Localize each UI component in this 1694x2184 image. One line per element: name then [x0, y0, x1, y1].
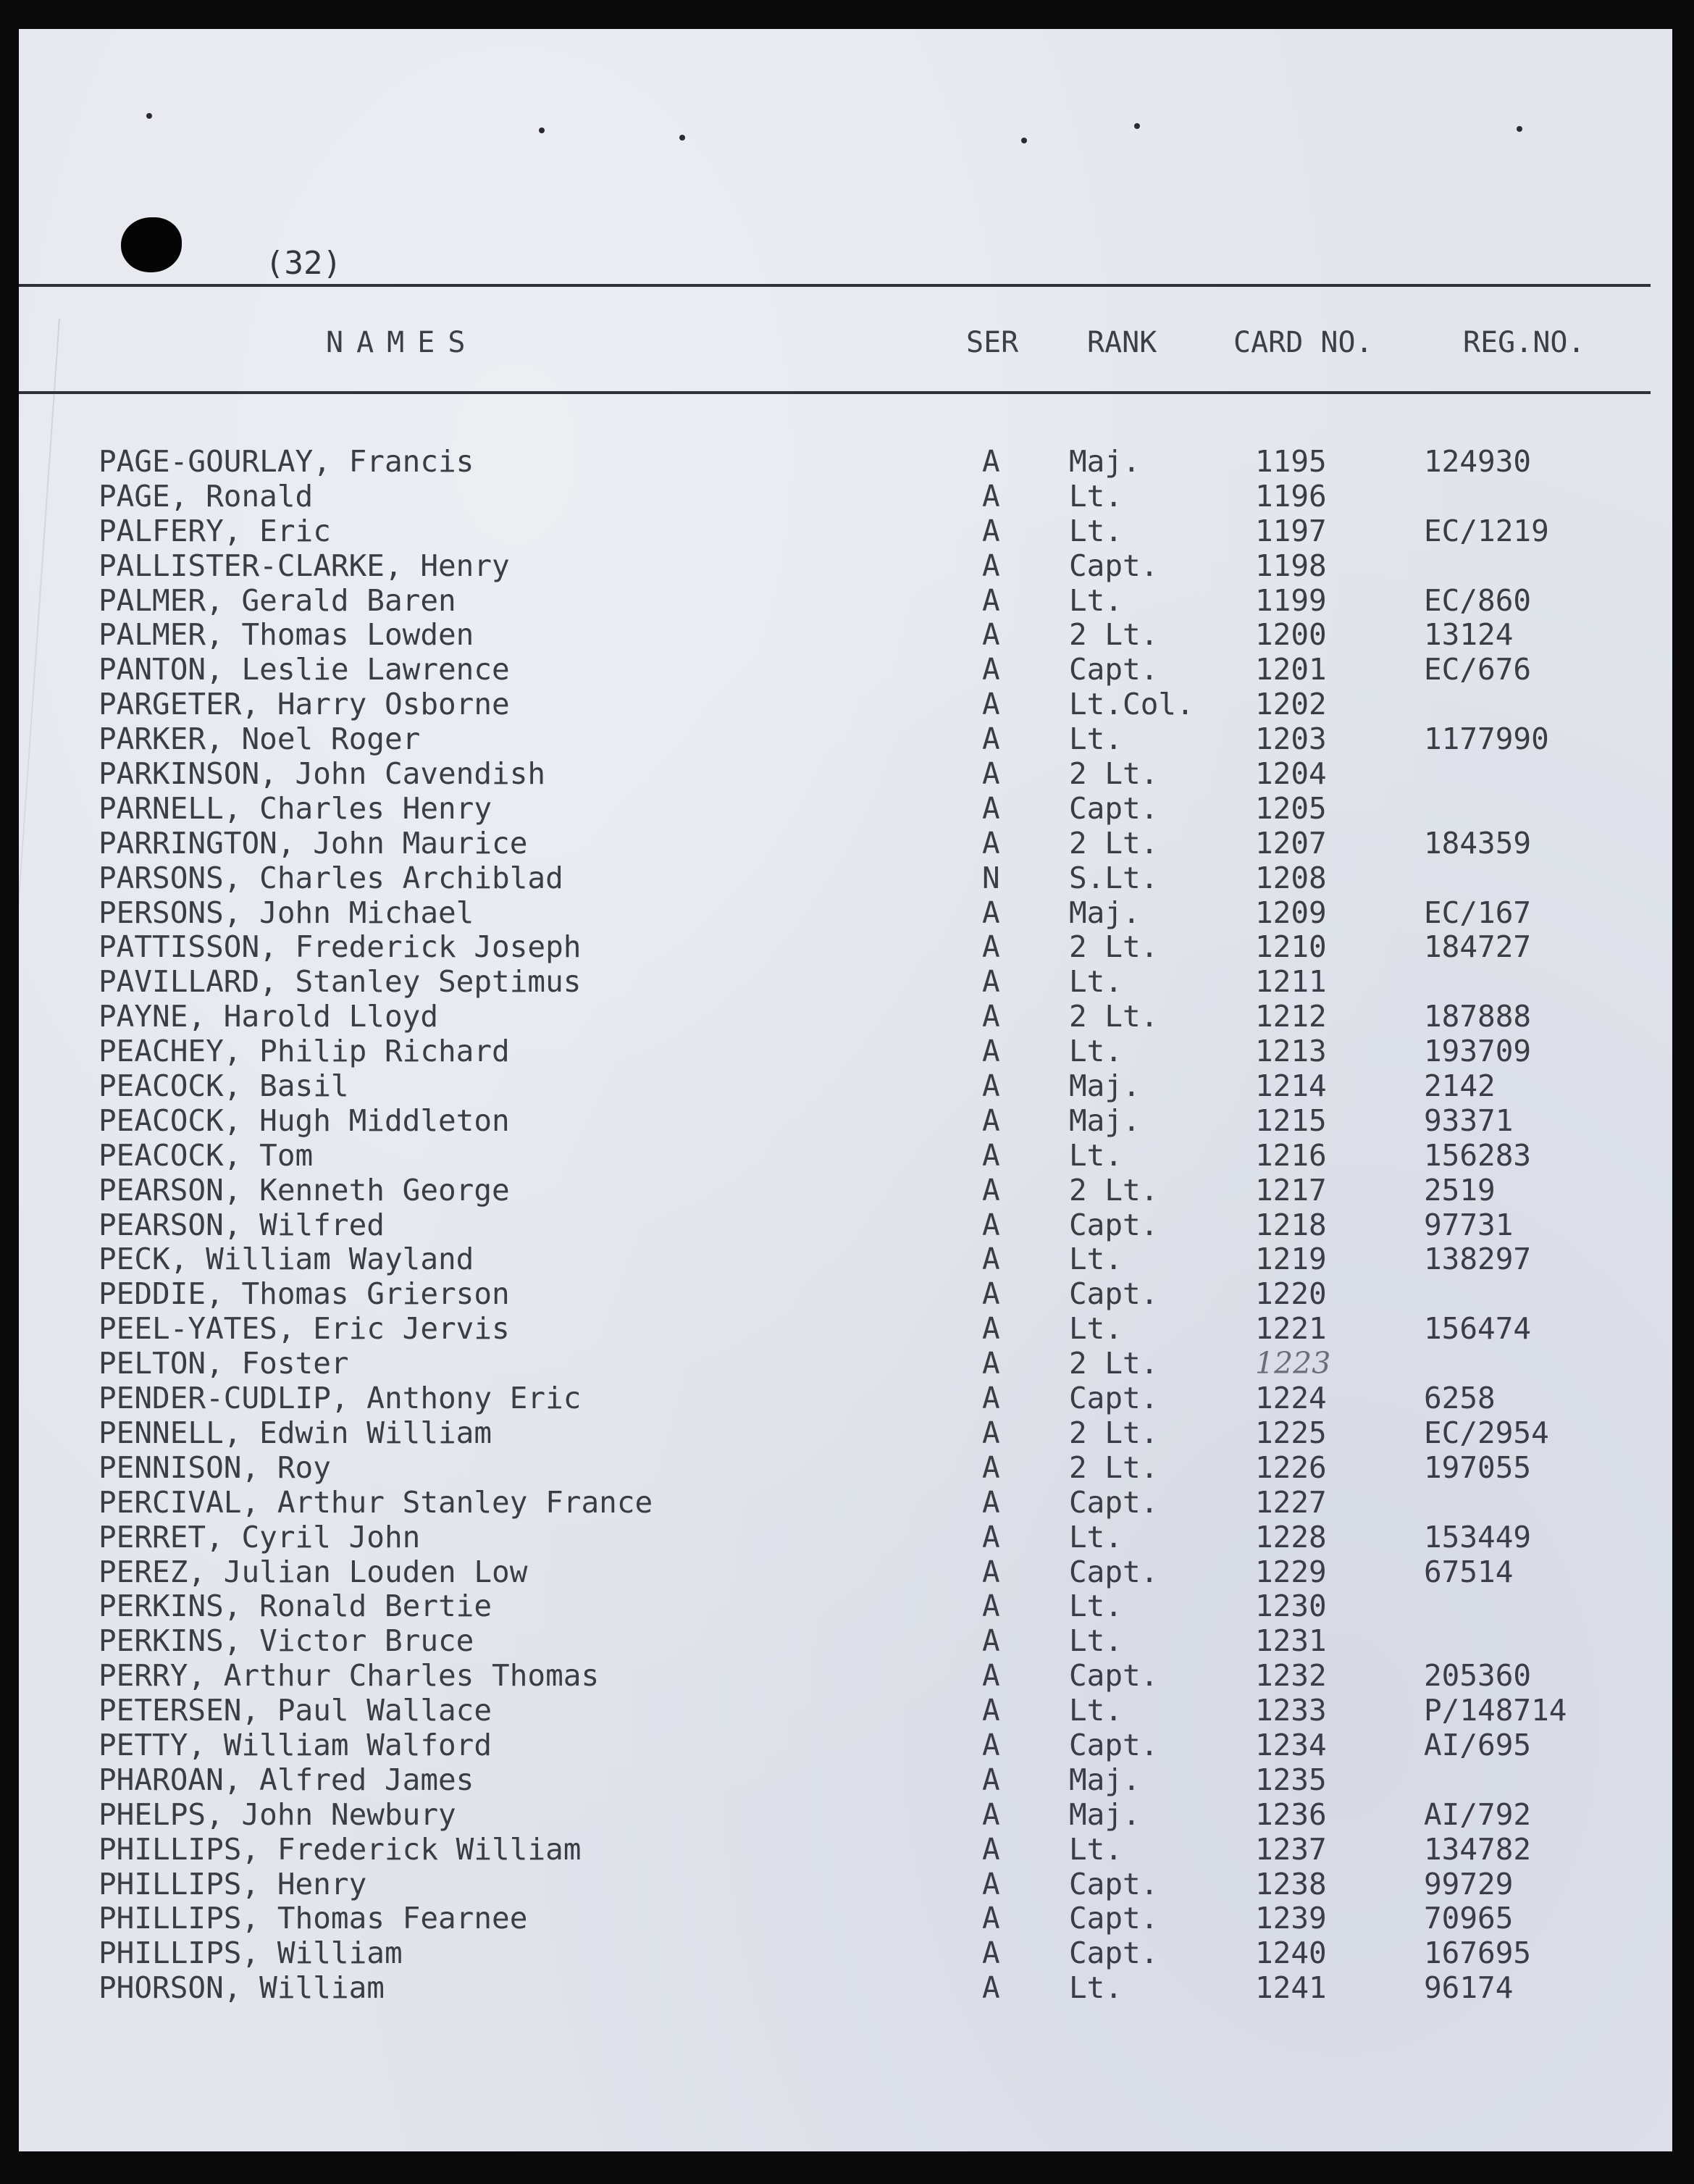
entry-rank: Capt.	[1069, 652, 1159, 687]
entry-service: A	[982, 999, 1000, 1034]
entry-service: A	[982, 1727, 1000, 1762]
entry-rank: 2 Lt.	[1069, 1415, 1159, 1450]
list-item	[19, 1659, 1672, 1694]
entry-name: PELTON, Foster	[98, 1346, 349, 1381]
list-item	[19, 1000, 1672, 1034]
list-item	[19, 722, 1672, 757]
entry-service: A	[982, 756, 1000, 792]
entry-card-no: 1203	[1255, 721, 1327, 757]
entry-name: PERCIVAL, Arthur Stanley France	[98, 1484, 653, 1520]
entry-rank: 2 Lt.	[1069, 1172, 1159, 1208]
entry-reg-no: 70965	[1424, 1901, 1514, 1936]
entry-name: PHELPS, John Newbury	[98, 1796, 456, 1832]
entry-reg-no: AI/792	[1424, 1796, 1532, 1832]
entry-card-no: 1202	[1255, 687, 1327, 722]
entry-service: A	[982, 1762, 1000, 1797]
entry-rank: S.Lt.	[1069, 860, 1159, 895]
entry-card-no: 1200	[1255, 617, 1327, 653]
entry-card-no: 1221	[1255, 1311, 1327, 1347]
entry-reg-no: 187888	[1424, 999, 1532, 1034]
entry-service: A	[982, 1381, 1000, 1416]
entry-service: A	[982, 721, 1000, 757]
entry-reg-no: 2142	[1424, 1068, 1496, 1104]
header-card-no: CARD NO.	[1233, 326, 1373, 359]
entry-rank: 2 Lt.	[1069, 929, 1159, 965]
entry-card-no: 1205	[1255, 790, 1327, 826]
entry-reg-no: 124930	[1424, 444, 1532, 479]
entry-name: PEACOCK, Basil	[98, 1068, 349, 1104]
entry-service: A	[982, 895, 1000, 930]
entry-card-no: 1196	[1255, 478, 1327, 514]
entry-rank: Lt.	[1069, 478, 1123, 514]
entry-service: A	[982, 1346, 1000, 1381]
entry-service: A	[982, 1554, 1000, 1589]
list-item	[19, 1381, 1672, 1416]
entry-rank: Lt.	[1069, 1137, 1123, 1173]
entry-card-no: 1241	[1255, 1970, 1327, 2006]
entry-card-no: 1207	[1255, 825, 1327, 861]
entry-reg-no: 97731	[1424, 1207, 1514, 1242]
list-item	[19, 1901, 1672, 1936]
entry-service: A	[982, 548, 1000, 583]
entry-rank: Lt.	[1069, 1242, 1123, 1277]
list-item	[19, 653, 1672, 687]
entry-service: A	[982, 790, 1000, 826]
entry-card-no: 1216	[1255, 1137, 1327, 1173]
entry-card-no: 1225	[1255, 1415, 1327, 1450]
pin-mark	[1134, 123, 1140, 129]
list-item	[19, 757, 1672, 792]
entry-service: A	[982, 1311, 1000, 1347]
entry-service: A	[982, 1970, 1000, 2006]
entry-reg-no: 167695	[1424, 1936, 1532, 1971]
list-item	[19, 861, 1672, 896]
entry-name: PARSONS, Charles Archiblad	[98, 860, 563, 895]
entry-card-no: 1199	[1255, 582, 1327, 618]
entry-reg-no: P/148714	[1424, 1693, 1567, 1728]
list-item	[19, 896, 1672, 931]
list-item	[19, 1867, 1672, 1902]
entry-name: PHAROAN, Alfred James	[98, 1762, 474, 1797]
entry-name: PALLISTER-CLARKE, Henry	[98, 548, 510, 583]
entry-name: PHILLIPS, Henry	[98, 1866, 367, 1901]
entry-card-no: 1230	[1255, 1589, 1327, 1624]
list-item	[19, 1451, 1672, 1486]
header-rule-bottom	[19, 391, 1651, 394]
entry-card-no: 1220	[1255, 1276, 1327, 1312]
entry-service: A	[982, 1796, 1000, 1832]
pin-mark	[1021, 138, 1027, 143]
list-item	[19, 1173, 1672, 1208]
list-item	[19, 1242, 1672, 1277]
list-item	[19, 1139, 1672, 1173]
list-item	[19, 480, 1672, 514]
entry-rank: 2 Lt.	[1069, 999, 1159, 1034]
entry-name: PALMER, Thomas Lowden	[98, 617, 474, 653]
entry-service: A	[982, 513, 1000, 548]
entry-rank: 2 Lt.	[1069, 617, 1159, 653]
list-item	[19, 1277, 1672, 1312]
list-item	[19, 1034, 1672, 1069]
header-ser: SER	[966, 326, 1019, 359]
list-item	[19, 1798, 1672, 1833]
entry-service: A	[982, 1137, 1000, 1173]
entry-card-no: 1209	[1255, 895, 1327, 930]
entry-service: A	[982, 444, 1000, 479]
entry-rank: Capt.	[1069, 1554, 1159, 1589]
entry-name: PENNISON, Roy	[98, 1449, 331, 1485]
entry-rank: Capt.	[1069, 1276, 1159, 1312]
entry-service: A	[982, 1693, 1000, 1728]
entry-card-no: 1238	[1255, 1866, 1327, 1901]
list-item	[19, 792, 1672, 827]
entry-name: PERKINS, Victor Bruce	[98, 1623, 474, 1659]
entry-rank: Capt.	[1069, 790, 1159, 826]
entry-card-no: 1226	[1255, 1449, 1327, 1485]
entry-reg-no: 184359	[1424, 825, 1532, 861]
entry-reg-no: 156283	[1424, 1137, 1532, 1173]
entry-name: PECK, William Wayland	[98, 1242, 474, 1277]
entry-card-no: 1219	[1255, 1242, 1327, 1277]
list-item	[19, 1589, 1672, 1624]
name-list	[19, 445, 1672, 2006]
entry-card-no: 1198	[1255, 548, 1327, 583]
list-item	[19, 584, 1672, 619]
list-item	[19, 1728, 1672, 1763]
list-item	[19, 549, 1672, 584]
list-item	[19, 930, 1672, 965]
entry-reg-no: 6258	[1424, 1381, 1496, 1416]
list-item	[19, 1486, 1672, 1520]
entry-rank: 2 Lt.	[1069, 825, 1159, 861]
entry-reg-no: EC/676	[1424, 652, 1532, 687]
pin-mark	[146, 113, 152, 119]
entry-reg-no: 67514	[1424, 1554, 1514, 1589]
entry-card-no: 1201	[1255, 652, 1327, 687]
list-item	[19, 1208, 1672, 1243]
header-rank: RANK	[1087, 326, 1157, 359]
entry-service: A	[982, 582, 1000, 618]
entry-name: PEACOCK, Tom	[98, 1137, 314, 1173]
entry-rank: Capt.	[1069, 1207, 1159, 1242]
entry-card-no: 1212	[1255, 999, 1327, 1034]
entry-service: A	[982, 687, 1000, 722]
entry-service: A	[982, 1901, 1000, 1936]
list-item	[19, 1555, 1672, 1590]
entry-rank: Maj.	[1069, 1068, 1141, 1104]
entry-reg-no: 156474	[1424, 1311, 1532, 1347]
entry-name: PENNELL, Edwin William	[98, 1415, 492, 1450]
header-names: NAMES	[326, 326, 479, 359]
entry-rank: Capt.	[1069, 1866, 1159, 1901]
entry-rank: Capt.	[1069, 1901, 1159, 1936]
document-page	[19, 29, 1672, 2151]
entry-rank: Capt.	[1069, 1936, 1159, 1971]
entry-card-no: 1232	[1255, 1658, 1327, 1694]
entry-rank: Lt.	[1069, 513, 1123, 548]
entry-name: PAVILLARD, Stanley Septimus	[98, 964, 582, 1000]
entry-rank: Maj.	[1069, 1762, 1141, 1797]
entry-name: PETTY, William Walford	[98, 1727, 492, 1762]
list-item	[19, 1833, 1672, 1867]
entry-service: A	[982, 1103, 1000, 1138]
entry-rank: Lt.	[1069, 1589, 1123, 1624]
entry-service: A	[982, 617, 1000, 653]
entry-service: A	[982, 1484, 1000, 1520]
entry-name: PARKER, Noel Roger	[98, 721, 421, 757]
entry-rank: Lt.	[1069, 964, 1123, 1000]
entry-reg-no: 1177990	[1424, 721, 1549, 757]
list-item	[19, 1694, 1672, 1728]
pin-mark	[1517, 126, 1522, 132]
entry-reg-no: 184727	[1424, 929, 1532, 965]
entry-rank: Lt.	[1069, 1970, 1123, 2006]
list-item	[19, 965, 1672, 1000]
entry-name: PHILLIPS, Frederick William	[98, 1831, 582, 1867]
entry-name: PERRET, Cyril John	[98, 1519, 421, 1555]
entry-name: PEACOCK, Hugh Middleton	[98, 1103, 510, 1138]
entry-service: A	[982, 1623, 1000, 1659]
list-item	[19, 618, 1672, 653]
entry-rank: Lt.	[1069, 1693, 1123, 1728]
entry-name: PATTISSON, Frederick Joseph	[98, 929, 582, 965]
entry-service: A	[982, 1936, 1000, 1971]
entry-service: A	[982, 1589, 1000, 1624]
entry-service: A	[982, 1242, 1000, 1277]
entry-name: PAYNE, Harold Lloyd	[98, 999, 438, 1034]
entry-reg-no: 96174	[1424, 1970, 1514, 2006]
entry-name: PHILLIPS, Thomas Fearnee	[98, 1901, 528, 1936]
list-item	[19, 1936, 1672, 1971]
entry-service: A	[982, 825, 1000, 861]
list-item	[19, 1416, 1672, 1451]
entry-name: PARGETER, Harry Osborne	[98, 687, 510, 722]
list-item	[19, 1104, 1672, 1139]
entry-service: A	[982, 1519, 1000, 1555]
entry-card-no: 1235	[1255, 1762, 1327, 1797]
entry-rank: 2 Lt.	[1069, 756, 1159, 792]
entry-rank: 2 Lt.	[1069, 1449, 1159, 1485]
entry-reg-no: EC/2954	[1424, 1415, 1549, 1450]
header-rule-top	[19, 284, 1651, 287]
entry-name: PEREZ, Julian Louden Low	[98, 1554, 528, 1589]
entry-service: A	[982, 1831, 1000, 1867]
entry-name: PERSONS, John Michael	[98, 895, 474, 930]
entry-name: PEACHEY, Philip Richard	[98, 1034, 510, 1069]
entry-reg-no: 138297	[1424, 1242, 1532, 1277]
entry-service: A	[982, 1449, 1000, 1485]
entry-card-no: 1208	[1255, 860, 1327, 895]
list-item	[19, 1520, 1672, 1555]
entry-card-no: 1211	[1255, 964, 1327, 1000]
entry-service: A	[982, 652, 1000, 687]
entry-reg-no: EC/167	[1424, 895, 1532, 930]
entry-rank: Lt.	[1069, 1311, 1123, 1347]
entry-rank: Lt.	[1069, 1623, 1123, 1659]
entry-rank: Capt.	[1069, 548, 1159, 583]
entry-name: PEDDIE, Thomas Grierson	[98, 1276, 510, 1312]
entry-card-no: 1227	[1255, 1484, 1327, 1520]
list-item	[19, 827, 1672, 861]
entry-rank: Lt.	[1069, 1034, 1123, 1069]
entry-rank: Maj.	[1069, 1796, 1141, 1832]
punch-hole	[121, 217, 182, 272]
entry-name: PARNELL, Charles Henry	[98, 790, 492, 826]
entry-rank: 2 Lt.	[1069, 1346, 1159, 1381]
entry-service: N	[982, 860, 1000, 895]
entry-service: A	[982, 1034, 1000, 1069]
entry-rank: Lt.	[1069, 1519, 1123, 1555]
entry-name: PHORSON, William	[98, 1970, 385, 2006]
list-item	[19, 445, 1672, 480]
entry-service: A	[982, 1866, 1000, 1901]
header-reg-no: REG.NO.	[1463, 326, 1585, 359]
list-item	[19, 687, 1672, 722]
entry-card-no: 1218	[1255, 1207, 1327, 1242]
entry-service: A	[982, 1276, 1000, 1312]
list-item	[19, 1763, 1672, 1798]
entry-reg-no: EC/1219	[1424, 513, 1549, 548]
entry-card-no: 1217	[1255, 1172, 1327, 1208]
pin-mark	[679, 135, 685, 141]
entry-name: PERRY, Arthur Charles Thomas	[98, 1658, 600, 1694]
list-item	[19, 514, 1672, 549]
entry-card-no: 1228	[1255, 1519, 1327, 1555]
entry-name: PALFERY, Eric	[98, 513, 331, 548]
entry-card-no: 1233	[1255, 1693, 1327, 1728]
list-item	[19, 1347, 1672, 1381]
entry-card-no: 1234	[1255, 1727, 1327, 1762]
entry-rank: Capt.	[1069, 1658, 1159, 1694]
entry-reg-no: 93371	[1424, 1103, 1514, 1138]
entry-card-no: 1195	[1255, 444, 1327, 479]
entry-name: PENDER-CUDLIP, Anthony Eric	[98, 1381, 582, 1416]
entry-name: PERKINS, Ronald Bertie	[98, 1589, 492, 1624]
entry-name: PETERSEN, Paul Wallace	[98, 1693, 492, 1728]
entry-service: A	[982, 1207, 1000, 1242]
entry-card-no: 1239	[1255, 1901, 1327, 1936]
entry-card-no: 1231	[1255, 1623, 1327, 1659]
pin-mark	[539, 127, 545, 133]
list-item	[19, 1069, 1672, 1104]
entry-reg-no: AI/695	[1424, 1727, 1532, 1762]
entry-rank: Maj.	[1069, 444, 1141, 479]
list-item	[19, 1312, 1672, 1347]
page-number: (32)	[265, 245, 342, 282]
entry-rank: Maj.	[1069, 895, 1141, 930]
entry-reg-no: 13124	[1424, 617, 1514, 653]
entry-service: A	[982, 1658, 1000, 1694]
entry-name: PALMER, Gerald Baren	[98, 582, 456, 618]
entry-card-no: 1197	[1255, 513, 1327, 548]
entry-name: PARKINSON, John Cavendish	[98, 756, 546, 792]
entry-reg-no: 2519	[1424, 1172, 1496, 1208]
entry-reg-no: 134782	[1424, 1831, 1532, 1867]
entry-service: A	[982, 1172, 1000, 1208]
entry-service: A	[982, 1068, 1000, 1104]
list-item	[19, 1971, 1672, 2006]
entry-name: PAGE-GOURLAY, Francis	[98, 444, 474, 479]
entry-name: PEEL-YATES, Eric Jervis	[98, 1311, 510, 1347]
entry-name: PHILLIPS, William	[98, 1936, 403, 1971]
list-item	[19, 1624, 1672, 1659]
entry-service: A	[982, 478, 1000, 514]
entry-reg-no: 153449	[1424, 1519, 1532, 1555]
entry-rank: Capt.	[1069, 1484, 1159, 1520]
entry-service: A	[982, 964, 1000, 1000]
entry-rank: Capt.	[1069, 1381, 1159, 1416]
entry-card-no: 1240	[1255, 1936, 1327, 1971]
entry-name: PEARSON, Wilfred	[98, 1207, 385, 1242]
entry-name: PAGE, Ronald	[98, 478, 314, 514]
entry-rank: Capt.	[1069, 1727, 1159, 1762]
column-header	[19, 326, 1672, 369]
entry-rank: Lt.	[1069, 1831, 1123, 1867]
entry-card-no: 1237	[1255, 1831, 1327, 1867]
entry-card-no: 1204	[1255, 756, 1327, 792]
entry-reg-no: EC/860	[1424, 582, 1532, 618]
entry-card-no: 1214	[1255, 1068, 1327, 1104]
entry-name: PEARSON, Kenneth George	[98, 1172, 510, 1208]
entry-name: PANTON, Leslie Lawrence	[98, 652, 510, 687]
entry-card-no: 1210	[1255, 929, 1327, 965]
entry-rank: Lt.Col.	[1069, 687, 1194, 722]
entry-card-no: 1236	[1255, 1796, 1327, 1832]
entry-name: PARRINGTON, John Maurice	[98, 825, 528, 861]
entry-rank: Lt.	[1069, 721, 1123, 757]
entry-reg-no: 99729	[1424, 1866, 1514, 1901]
entry-card-no: 1213	[1255, 1034, 1327, 1069]
entry-reg-no: 193709	[1424, 1034, 1532, 1069]
entry-rank: Lt.	[1069, 582, 1123, 618]
entry-card-no: 1229	[1255, 1554, 1327, 1589]
entry-card-no: 1215	[1255, 1103, 1327, 1138]
entry-service: A	[982, 1415, 1000, 1450]
entry-reg-no: 205360	[1424, 1658, 1532, 1694]
entry-service: A	[982, 929, 1000, 965]
entry-card-no: 1223	[1255, 1346, 1331, 1381]
entry-card-no: 1224	[1255, 1381, 1327, 1416]
entry-reg-no: 197055	[1424, 1449, 1532, 1485]
entry-rank: Maj.	[1069, 1103, 1141, 1138]
